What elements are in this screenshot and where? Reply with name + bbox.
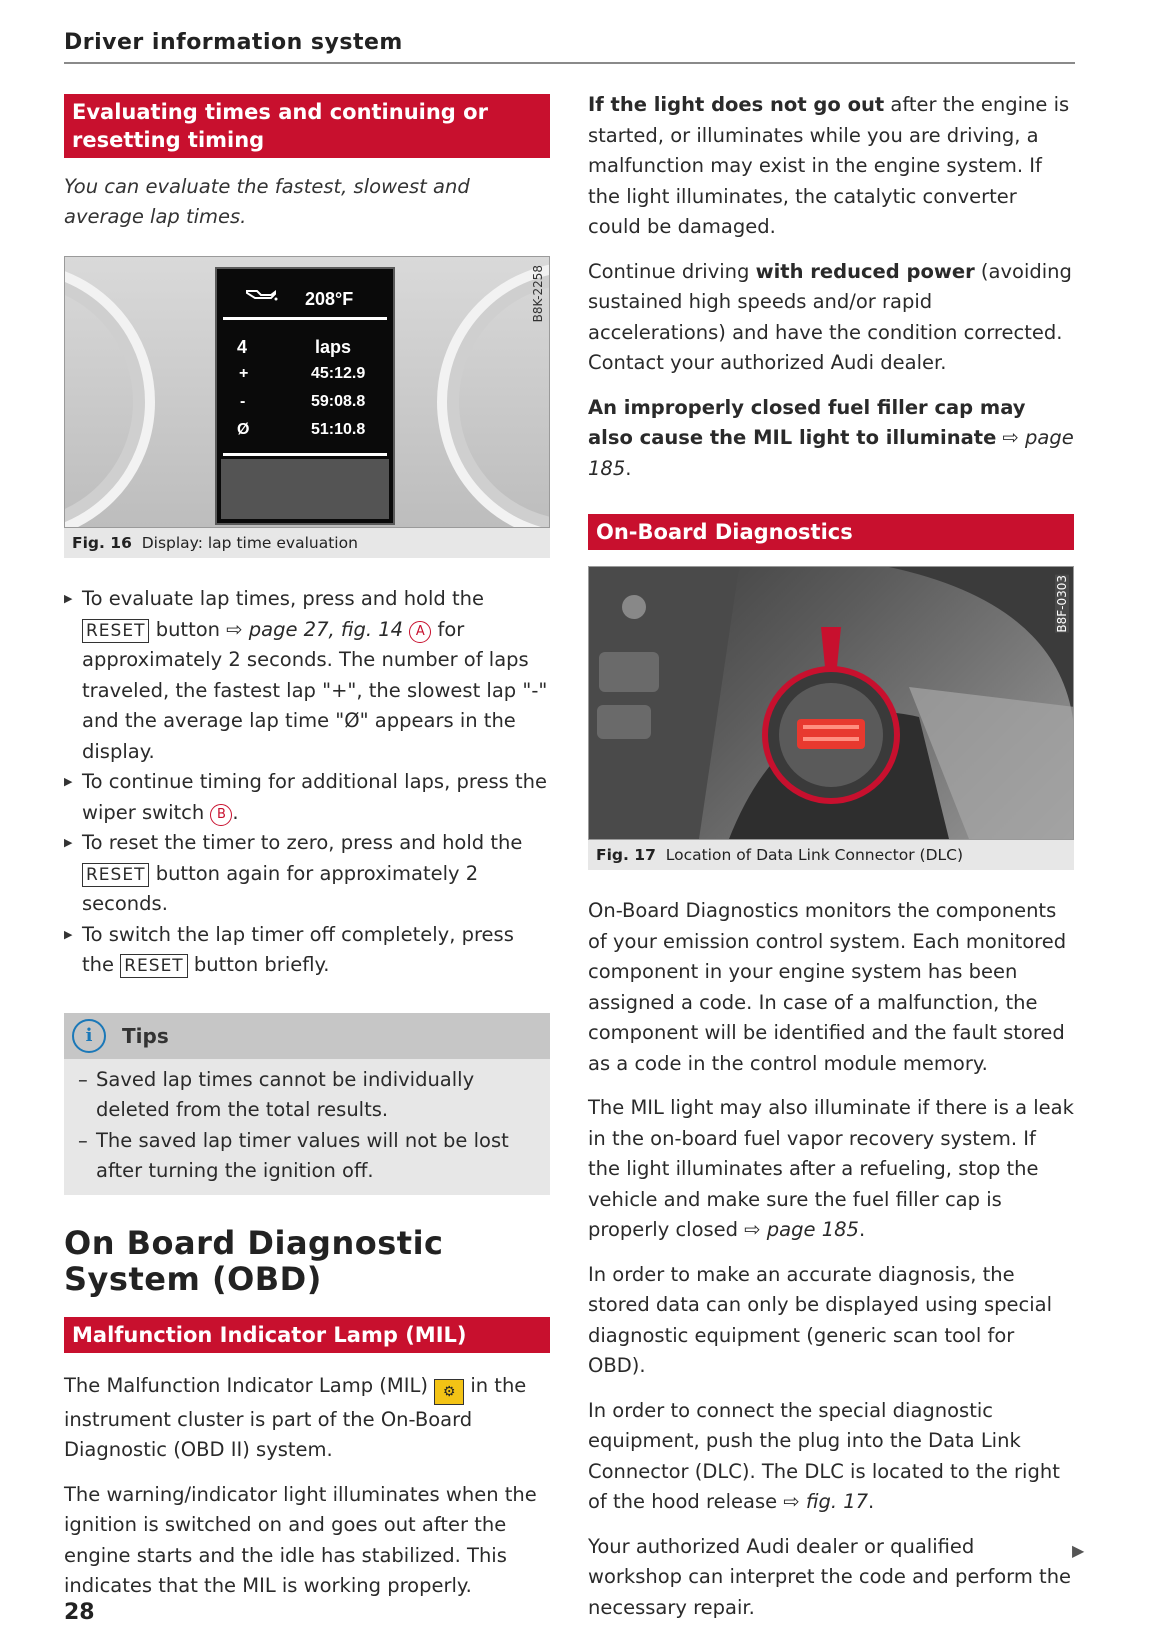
temp-readout: 208°F	[305, 289, 354, 309]
figure-16-code: B8K-2258	[531, 265, 545, 323]
fastest-symbol: +	[239, 365, 249, 382]
tip-item: – The saved lap timer values will not be lost after turning the ignition off.	[78, 1126, 542, 1187]
figure-16-caption-text: Display: lap time evaluation	[141, 534, 358, 552]
intro-text: You can evaluate the fastest, slowest and average lap times.	[64, 175, 470, 228]
paragraph-dealer: Your authorized Audi dealer or qualified workshop can interpret the code and perform the necessary repair.	[588, 1534, 1072, 1619]
step-4-text-a: To switch the lap timer off completely, press the	[82, 922, 514, 976]
instruction-list	[64, 584, 550, 981]
display-divider-bottom	[223, 453, 387, 456]
step-reset	[64, 828, 550, 920]
paragraph-connect-dlc	[588, 1396, 1074, 1518]
lap-count: 4	[237, 337, 248, 357]
laps-label: laps	[315, 337, 352, 357]
callout-a-icon: A	[409, 621, 431, 643]
mil-paragraph-2: The warning/indicator light illuminates when the ignition is switched on and goes out after the engine starts and the idle has stabilized. This indicates that the MIL is working properly.	[64, 1482, 537, 1597]
step-3-text-b: button again for approximately 2 seconds.	[82, 861, 479, 915]
continue-arrow-icon: ▶	[1072, 1541, 1085, 1560]
left-gauge	[64, 262, 155, 528]
reset-button-label: RESET	[120, 954, 187, 978]
average-symbol: Ø	[237, 421, 250, 438]
oil-temp-icon	[245, 285, 279, 308]
figure-17-number: Fig. 17	[596, 846, 656, 864]
running-header: Driver information system	[64, 30, 403, 55]
engine-warning-icon: ⚙	[434, 1379, 464, 1405]
tips-box	[64, 1013, 550, 1195]
step-2-text-a: To continue timing for additional laps, press the wiper switch	[82, 770, 547, 824]
figure-16	[64, 256, 550, 528]
average-time: 51:10.8	[311, 421, 366, 438]
reset-button-label: RESET	[82, 619, 149, 643]
step-3-text-a: To reset the timer to zero, press and hold the	[82, 831, 523, 854]
step-1-text-b: button	[155, 617, 221, 641]
p2-text-a: Continue driving	[588, 259, 750, 283]
dlc-illustration	[589, 567, 1074, 839]
page-27-link[interactable]: ⇨ page 27, fig. 14	[226, 617, 404, 641]
p5-end: .	[858, 1218, 866, 1241]
p2-text-b: (avoiding sustained high speeds and/or rapid accelerations) and have the condition corrected. Contact your authorized Audi dealer.	[588, 259, 1072, 374]
step-4-text-b: button briefly.	[193, 953, 330, 976]
figure-17-code: B8F-0303	[1055, 575, 1069, 633]
display-divider-top	[223, 317, 387, 320]
mil-paragraph-1	[64, 1371, 550, 1466]
callout-b-icon: B	[210, 804, 232, 826]
tips-header	[64, 1013, 550, 1059]
p1-bold: If the light does not go out	[588, 93, 885, 116]
obd-heading: On Board Diagnostic System (OBD)	[64, 1223, 444, 1298]
dlc-location-image	[589, 567, 1073, 839]
p5-text-a: The MIL light may also illuminate if there is a leak in the on-board fuel vapor recovery system. If the light illuminates after a refueling, stop the vehicle and make sure the fuel filler cap is properly closed	[588, 1096, 1074, 1241]
paragraph-reduced-power	[588, 257, 1074, 379]
figure-16-number: Fig. 16	[72, 534, 132, 552]
instrument-cluster-image	[65, 257, 549, 527]
slowest-symbol: -	[240, 393, 246, 410]
figure-17-caption	[588, 840, 1074, 870]
tip-item: – Saved lap times cannot be individually deleted from the total results.	[78, 1065, 542, 1126]
figure-17	[588, 566, 1074, 840]
p1-rest: after the engine is started, or illuminates while you are driving, a malfunction may exist in the engine system. If the light illuminates, the catalytic converter could be damaged.	[588, 93, 1070, 238]
page-185-link[interactable]: ⇨ page 185	[588, 426, 1074, 480]
step-evaluate	[64, 584, 550, 767]
step-1-text-a: To evaluate lap times, press and hold the	[82, 587, 484, 610]
paragraph-fuel-vapor	[588, 1093, 1074, 1246]
p3-end: .	[625, 456, 632, 480]
paragraph-fuel-cap	[588, 393, 1074, 485]
figure-16-caption	[64, 528, 550, 558]
p3-bold: An improperly closed fuel filler cap may also cause the MIL light to illuminate	[588, 395, 1026, 449]
fastest-time: 45:12.9	[311, 365, 366, 382]
tips-title: Tips	[122, 1023, 169, 1048]
fig-17-link[interactable]: ⇨ fig. 17	[783, 1490, 869, 1513]
reset-button-label: RESET	[82, 863, 149, 887]
lap-display-screen	[215, 267, 395, 525]
paragraph-obd-monitors: On-Board Diagnostics monitors the components of your emission control system. Each monitored component in your engine system has been assigned a code. In case of a malfunction, the component will be identified and the fault stored as a code in the control module memory.	[588, 899, 1067, 1075]
tips-list	[64, 1059, 550, 1195]
page-185-link-2[interactable]: ⇨ page 185	[744, 1218, 859, 1241]
section-title-obd: On-Board Diagnostics	[588, 514, 1074, 550]
p7-end: .	[868, 1490, 875, 1513]
section-title-mil: Malfunction Indicator Lamp (MIL)	[64, 1317, 550, 1353]
slowest-time: 59:08.8	[311, 393, 366, 410]
step-continue	[64, 767, 550, 828]
mil-p1-text-b: in the instrument cluster is part of the On-Board Diagnostic (OBD II) system.	[64, 1373, 527, 1461]
step-2-text-b: .	[232, 800, 239, 824]
step-1-text-c: for approximately 2 seconds. The number of laps traveled, the fastest lap "+", the slowest lap "-" and the average lap time "Ø" appears in the display.	[82, 617, 548, 763]
step-switch-off	[64, 920, 550, 981]
left-column	[64, 94, 550, 1616]
info-icon: i	[72, 1019, 106, 1053]
display-empty-area	[221, 459, 389, 519]
right-column	[588, 94, 1074, 1637]
header-rule	[64, 62, 1075, 64]
paragraph-diagnosis: In order to make an accurate diagnosis, the stored data can only be displayed using special diagnostic equipment (generic scan tool for OBD).	[588, 1262, 1052, 1377]
p2-bold: with reduced power	[755, 259, 975, 283]
section-title-lap-times: Evaluating times and continuing or resetting timing	[64, 94, 550, 158]
mil-p1-text-a: The Malfunction Indicator Lamp (MIL)	[64, 1373, 428, 1397]
paragraph-light-not-out	[588, 90, 1074, 243]
figure-17-caption-text: Location of Data Link Connector (DLC)	[665, 846, 964, 864]
p7-text-a: In order to connect the special diagnostic equipment, push the plug into the Data Link Connector (DLC). The DLC is located to the right of the hood release	[588, 1398, 1060, 1513]
page-number: 28	[64, 1600, 95, 1625]
